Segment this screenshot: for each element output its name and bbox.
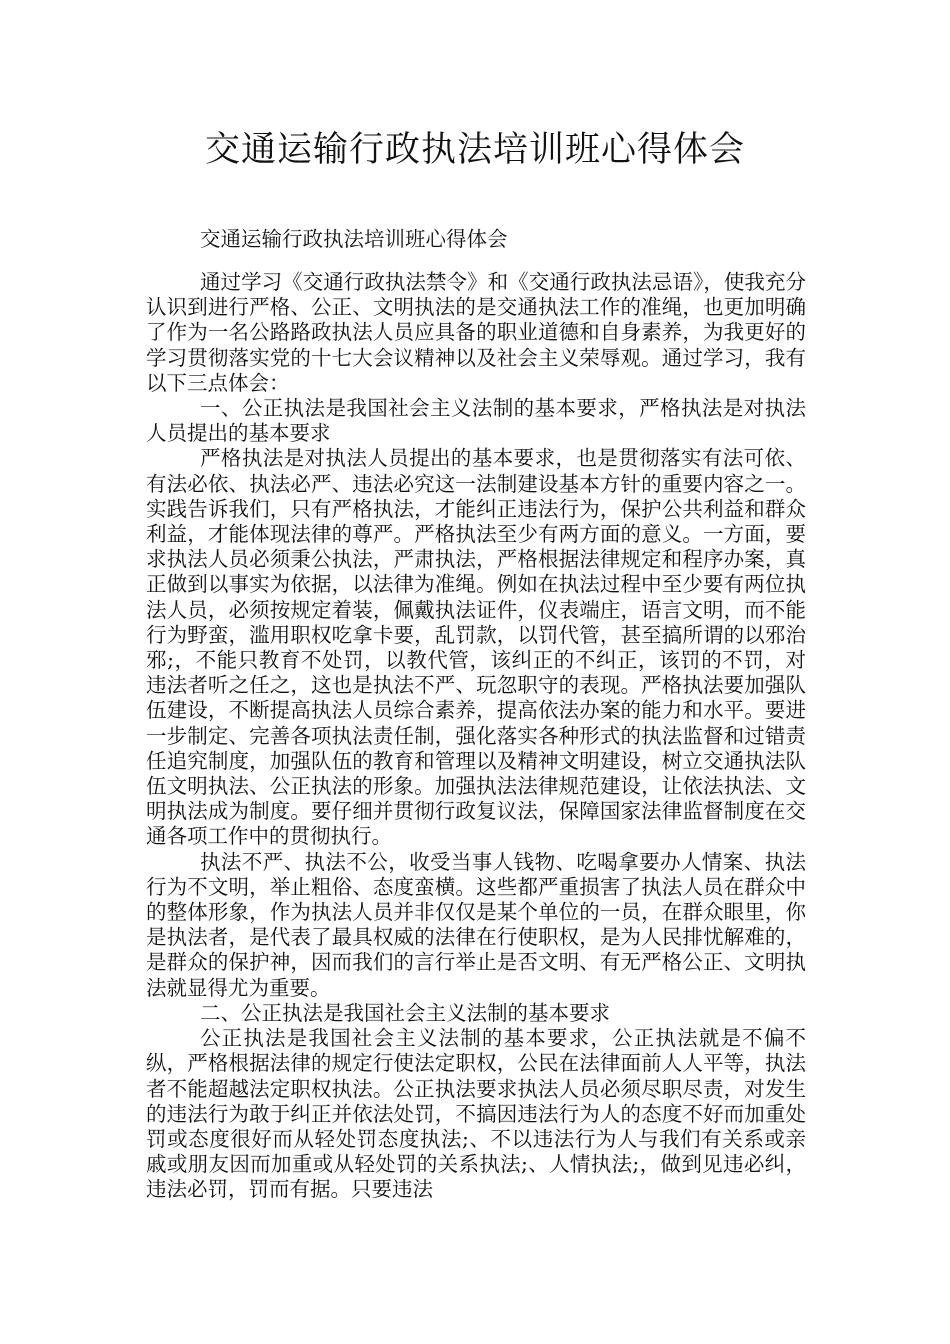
document-body	[146, 270, 806, 1203]
document-subtitle: 交通运输行政执法培训班心得体会	[200, 227, 508, 251]
paragraph-strict-enforcement: 严格执法是对执法人员提出的基本要求，也是贯彻落实有法可依、有法必依、执法必严、违法必究这一法制建设基本方针的重要内容之一。实践告诉我们，只有严格执法，才能纠正违法行为，保护公共利益和群众利益，才能体现法律的尊严。严格执法至少有两方面的意义。一方面，要求执法人员必须秉公执法，严肃执法，严格根据法律规定和程序办案，真正做到以事实为依据，以法律为准绳。例如在执法过程中至少要有两位执法人员，必须按规定着装，佩戴执法证件，仪表端庄，语言文明，而不能行为野蛮，滥用职权吃拿卡要，乱罚款，以罚代管，甚至搞所谓的以邪治邪;，不能只教育不处罚，以教代管，该纠正的不纠正，该罚的不罚，对违法者听之任之，这也是执法不严、玩忽职守的表现。严格执法要加强队伍建设，不断提高执法人员综合素养，提高依法办案的能力和水平。要进一步制定、完善各项执法责任制，强化落实各种形式的执法监督和过错责任追究制度，加强队伍的教育和管理以及精神文明建设，树立交通执法队伍文明执法、公正执法的形象。加强执法法律规范建设，让依法执法、文明执法成为制度。要仔细并贯彻行政复议法，保障国家法律监督制度在交通各项工作中的贯彻执行。	[146, 446, 806, 849]
paragraph-misconduct: 执法不严、执法不公，收受当事人钱物、吃喝拿要办人情案、执法行为不文明，举止粗俗、态度蛮横。这些都严重损害了执法人员在群众中的整体形象，作为执法人员并非仅仅是某个单位的一员，在群众眼里，你是执法者，是代表了最具权威的法律在行使职权，是为人民排忧解难的，是群众的保护神，因而我们的言行举止是否文明、有无严格公正、文明执法就显得尤为重要。	[146, 849, 806, 1000]
paragraph-intro: 通过学习《交通行政执法禁令》和《交通行政执法忌语》，使我充分认识到进行严格、公正、文明执法的是交通执法工作的准绳，也更加明确了作为一名公路路政执法人员应具备的职业道德和自身素养，为我更好的学习贯彻落实党的十七大会议精神以及社会主义荣辱观。通过学习，我有以下三点体会：	[146, 270, 806, 395]
paragraph-fair-enforcement: 公正执法是我国社会主义法制的基本要求，公正执法就是不偏不纵，严格根据法律的规定行使法定职权，公民在法律面前人人平等，执法者不能超越法定职权执法。公正执法要求执法人员必须尽职尽责，对发生的违法行为敢于纠正并依法处罚，不搞因违法行为人的态度不好而加重处罚或态度很好而从轻处罚态度执法;、不以违法行为人与我们有关系或亲戚或朋友因而加重或从轻处罚的关系执法;、人情执法;，做到见违必纠，违法必罚，罚而有据。只要违法	[146, 1026, 806, 1202]
document-title: 交通运输行政执法培训班心得体会	[204, 130, 745, 170]
section-heading-1: 一、公正执法是我国社会主义法制的基本要求，严格执法是对执法人员提出的基本要求	[146, 396, 806, 446]
section-heading-2: 二、公正执法是我国社会主义法制的基本要求	[200, 1000, 610, 1025]
